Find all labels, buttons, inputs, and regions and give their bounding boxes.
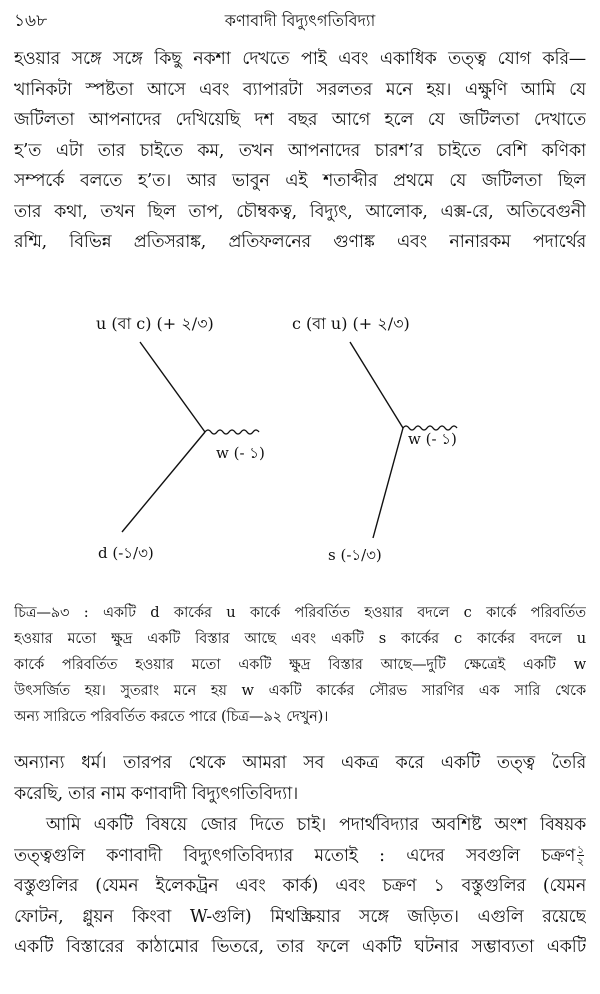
caption-line: হওয়ার মতো ক্ষুদ্র একটি বিস্তার আছে এবং একটি s কার্কের c কার্কের বদলে u bbox=[14, 630, 586, 647]
quark-line-outgoing-left bbox=[122, 432, 205, 532]
text-line: একটি বিস্তারের কাঠামোর ভিতরে, তার ফলে একটি ঘটনার সম্ভাব্যতা একটি bbox=[14, 937, 586, 957]
page-header bbox=[14, 6, 586, 32]
quark-line-incoming-right bbox=[350, 342, 403, 428]
caption-line: চিত্র—৯৩ : একটি d কার্কের u কার্কে পরিবর্তিত হওয়ার বদলে c কার্কে পরিবর্তিত bbox=[14, 604, 586, 621]
text-line: তত্ত্বগুলি কণাবাদী বিদ্যুৎগতিবিদ্যার মতোই : এদের সবগুলি চক্রণ bbox=[14, 845, 576, 866]
feynman-diagram-figure bbox=[0, 300, 600, 590]
spin-half-fraction bbox=[577, 844, 584, 867]
left-bottom-quark-label: d (-১/৩) bbox=[98, 544, 154, 562]
text-line: ফোটন, গ্লুয়ন কিংবা W-গুলি) মিথস্ক্রিয়ার সঙ্গে জড়িত। এগুলি রয়েছে bbox=[14, 906, 586, 927]
running-title: কণাবাদী বিদ্যুৎগতিবিদ্যা bbox=[224, 11, 376, 30]
right-top-quark-label: c (বা u) (+ ২/৩) bbox=[292, 314, 410, 333]
paragraph-1 bbox=[14, 44, 586, 258]
left-w-label: w (- ১) bbox=[216, 444, 265, 462]
text-line: হওয়ার সঙ্গে সঙ্গে কিছু নকশা দেখতে পাই এবং একাধিক তত্ত্ব যোগ করি— bbox=[14, 49, 586, 69]
text-line: খানিকটা স্পষ্টতা আসে এবং ব্যাপারটা সরলতর মনে হয়। এক্ষুণি আমি যে bbox=[14, 79, 586, 100]
quark-line-outgoing-right bbox=[373, 428, 403, 538]
text-line: করেছি, তার নাম কণাবাদী বিদ্যুৎগতিবিদ্যা। bbox=[14, 783, 299, 804]
paragraph-3 bbox=[14, 810, 586, 963]
page-number: ১৬৮ bbox=[14, 11, 48, 31]
right-feynman-diagram bbox=[292, 314, 457, 564]
right-w-label: w (- ১) bbox=[408, 430, 457, 448]
quark-line-incoming-left bbox=[140, 342, 205, 432]
caption-line: কার্কে পরিবর্তিত হওয়ার মতো একটি ক্ষুদ্র বিস্তার আছে—দুটি ক্ষেত্রেই একটি w bbox=[14, 656, 586, 673]
text-line: অন্যান্য ধর্ম। তারপর থেকে আমরা সব একত্র করে একটি তত্ত্ব তৈরি bbox=[14, 753, 586, 773]
text-line: হ’ত এটা তার চাইতে কম, তখন আপনাদের চারশ’র চাইতে বেশি কণিকা bbox=[14, 140, 586, 161]
fraction-numerator: ১ bbox=[577, 843, 584, 857]
text-line: বস্তুগুলির (যেমন ইলেকট্রন এবং কার্ক) এবং চক্রণ ১ বস্তুগুলির (যেমন bbox=[14, 876, 586, 896]
figure-caption bbox=[14, 600, 586, 730]
text-line-with-fraction bbox=[14, 841, 586, 872]
paragraph-2 bbox=[14, 748, 586, 809]
left-top-quark-label: u (বা c) (+ ২/৩) bbox=[96, 314, 214, 333]
feynman-diagrams bbox=[0, 300, 600, 590]
text-line: আমি একটি বিষয়ে জোর দিতে চাই। পদার্থবিদ্যার অবশিষ্ট অংশ বিষয়ক bbox=[46, 815, 586, 835]
text-line: রশ্মি, বিভিন্ন প্রতিসরাঙ্ক, প্রতিফলনের গুণাঙ্ক এবং নানারকম পদার্থের bbox=[14, 232, 586, 252]
fraction-denominator: ২ bbox=[577, 855, 584, 869]
text-line: সম্পর্কে বলতে হ’ত। আর ভাবুন এই শতাব্দীর প্রথমে যে জটিলতা ছিল bbox=[14, 171, 586, 191]
text-line: তার কথা, তখন ছিল তাপ, চৌম্বকত্ব, বিদ্যুৎ, আলোক, এক্স-রে, অতিবেগুনী bbox=[14, 201, 586, 222]
w-boson-wavy-line bbox=[205, 430, 259, 434]
text-line: জটিলতা আপনাদের দেখিয়েছি দশ বছর আগে হলে যে জটিলতা দেখাতে bbox=[14, 110, 586, 130]
caption-line: অন্য সারিতে পরিবর্তিত করতে পারে (চিত্র—৯২ দেখুন)। bbox=[14, 708, 329, 725]
caption-line: উৎসর্জিত হয়। সুতরাং মনে হয় w একটি কার্কের সৌরভ সারণির এক সারি থেকে bbox=[14, 682, 586, 699]
left-feynman-diagram bbox=[96, 314, 265, 562]
right-bottom-quark-label: s (-১/৩) bbox=[328, 546, 382, 564]
